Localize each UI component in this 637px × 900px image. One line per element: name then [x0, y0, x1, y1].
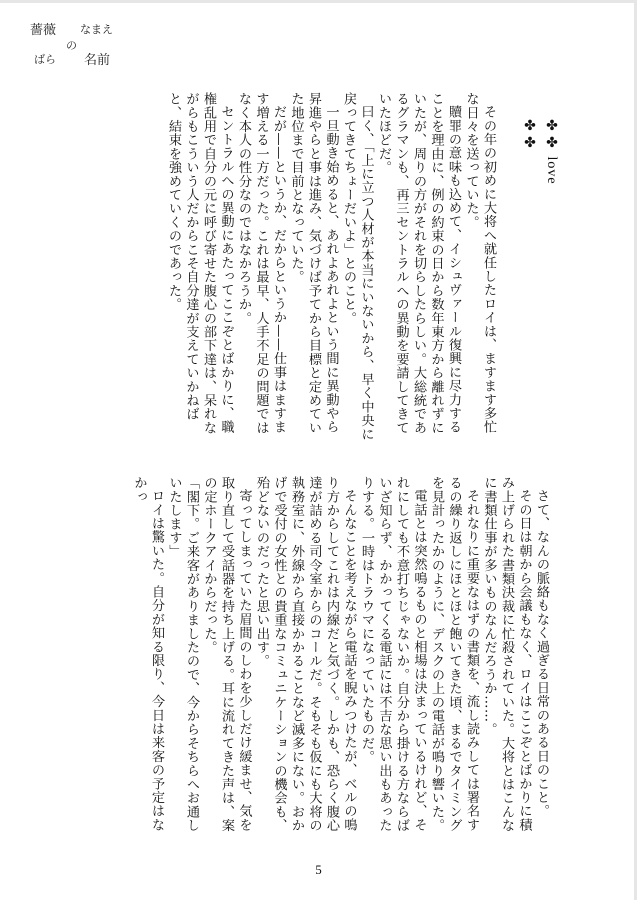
scan-border-top	[0, 0, 637, 3]
paragraph: 贖罪の意味も込めて、イシュヴァール復興に尽力することを理由に、例の約束の日から数年東方から離れずにいたが、周りの方がそれを切らしたらしい。大総統であるグラマンも、再三セントラルへの異動を要請してきていたほどだ。	[376, 92, 461, 435]
header-name-reading: なまえ	[80, 23, 113, 36]
paragraph: 曰く、「上に立つ人材が本当にいないから、早く中央に戻ってきてちょーだいよ」とのこと。	[341, 92, 374, 442]
header-kanji-reading: ばら	[34, 53, 56, 66]
paragraph: そんなことを考えながら電話を睨みつけたが、ベルの鳴り方からしてこれは内線だと気づく。しかも、恐らく腹心達が詰める司令室からのコールだ。そもそも仮にも大将の執務室に、外線から直接かかることなど滅多にない。おかげで受付の女性との貴重なコミュニケーションの機会も、殆どないのだったと思い出す。	[254, 476, 357, 833]
paragraph: セントラルへの異動にあたってここぞとばかりに、職権乱用で自分の元に呼び寄せた腹心の部下達は、呆れながらもこういう人だからこそ自分達が支えていかねばと、結束を強めていくのであった。	[166, 92, 234, 435]
paragraph: 電話とは突然鳴るものと相場は決まっているけれど、それにしても不意打ちじゃないか。自分から掛ける方ならばいざ知らず、かかってくる電話には不吉な思い出もあったりする。一時はトラウマになっていたものだ。	[359, 476, 427, 833]
paragraph: だが——というか、だからというか——仕事はますます増える一方だった。これは最早、人手不足の問題ではなく本人の性分なのではなかろうか。	[236, 92, 286, 435]
paragraph: 一旦動き始めると、あれよあれよという間に異動やら昇進やらと事は進み、気づけば予てから目標と定めていた地位まで目前となっていた。	[288, 92, 339, 435]
paragraph: さて、なんの脈絡もなく過ぎる日常のある日のこと。	[534, 489, 549, 818]
header-name: 名前	[84, 53, 111, 68]
page-number: 5	[315, 862, 322, 877]
paragraph: それなりに重要なはずの書類を、流し読みしては署名するの繰り返しにほとほと飽いてきた頃、まるでタイミングを見計ったかのように、デスクの上の電話が鳴り響いた。	[429, 476, 479, 833]
paragraph: 寄ってしまっていた眉間のしわを少しだけ緩ませ、気を取り直して受話器を持ち上げる。耳に流れてきた声は、案の定ホークアイからだった。	[201, 476, 252, 833]
paragraph: その日は朝から会議もなく、ロイはここぞとばかりに積み上げられた書類決裁に忙殺されていた。大将とはこんなに書類仕事が多いものなんだろうか……。	[481, 476, 532, 833]
text-block-right	[95, 92, 497, 444]
story-title	[518, 118, 559, 214]
paragraph: その年の初めに大将へ就任したロイは、ますます多忙な日々を送っていた。	[463, 92, 496, 434]
text-block-left	[88, 476, 550, 841]
header-no: の	[66, 39, 77, 52]
paragraph: 「閣下。ご来客がありましたので、今からそちらへお通しいたします」	[166, 476, 199, 833]
story-title-text: ✤✤ love ✤✤	[522, 118, 559, 185]
header-kanji: 薔薇	[30, 23, 57, 38]
paragraph: ロイは驚いた。自分が知る限り、今日は来客の予定はなかっ	[131, 476, 164, 832]
